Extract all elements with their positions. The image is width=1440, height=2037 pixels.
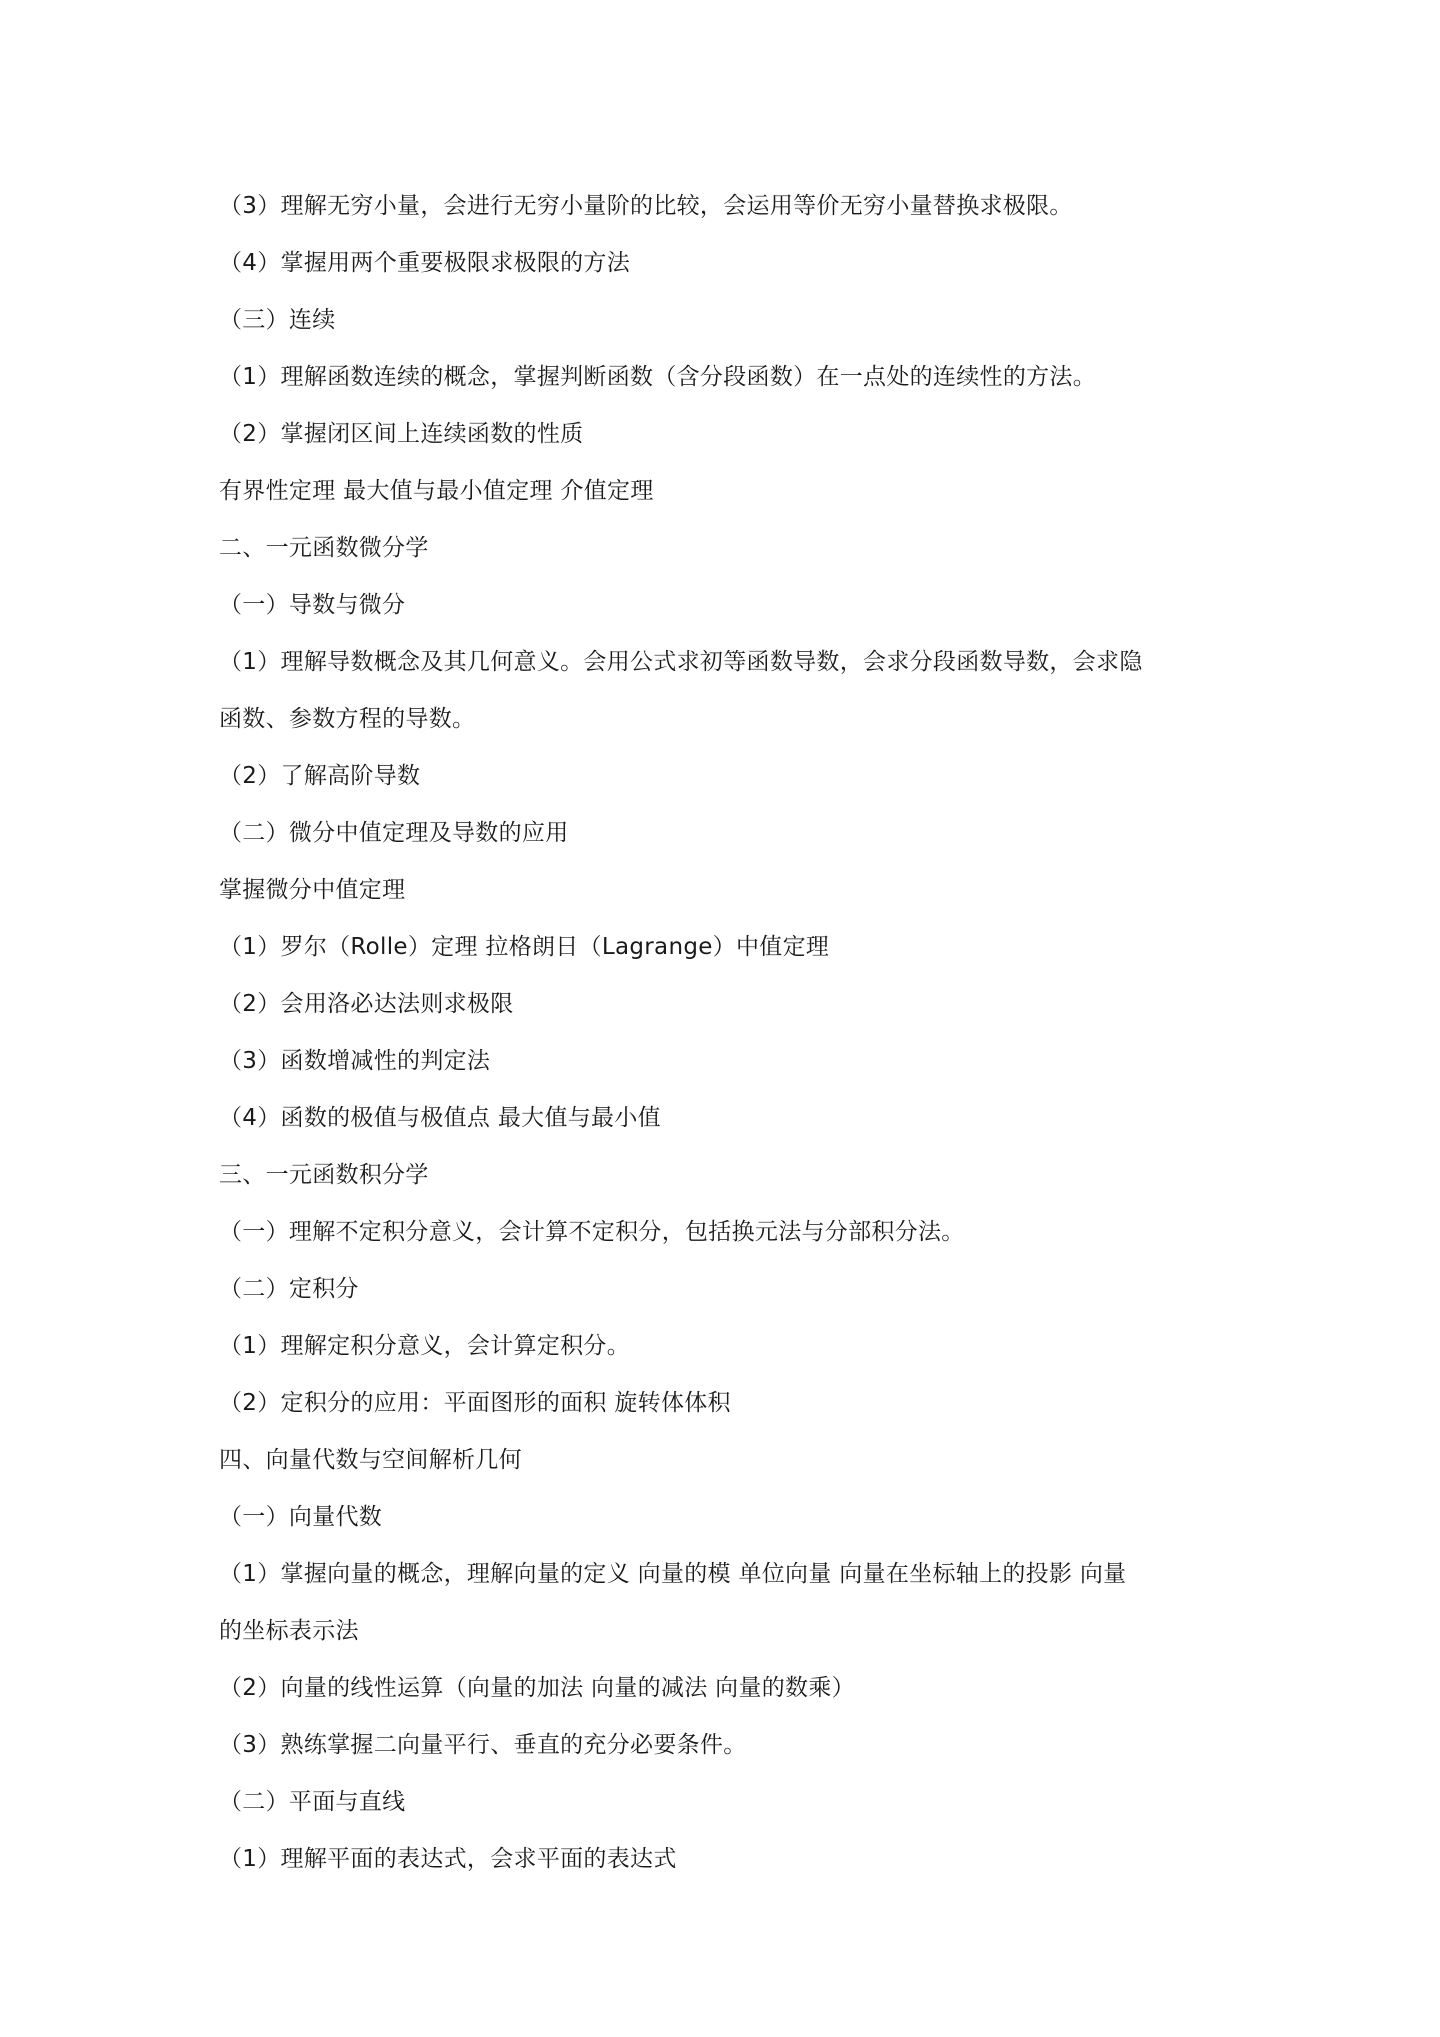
text-line: 函数、参数方程的导数。 bbox=[219, 706, 476, 732]
text-line: （1）掌握向量的概念，理解向量的定义 向量的模 单位向量 向量在坐标轴上的投影 向量 bbox=[219, 1561, 1127, 1587]
text-line: （2）定积分的应用：平面图形的面积 旋转体体积 bbox=[219, 1390, 731, 1416]
chapter-heading: 二、一元函数微分学 bbox=[219, 535, 429, 561]
section-heading: （二）定积分 bbox=[219, 1276, 359, 1302]
text-line: （1）理解平面的表达式，会求平面的表达式 bbox=[219, 1846, 677, 1872]
text-line: （1）理解定积分意义，会计算定积分。 bbox=[219, 1333, 631, 1359]
text-line: （2）了解高阶导数 bbox=[219, 763, 421, 789]
text-line: 有界性定理 最大值与最小值定理 介值定理 bbox=[219, 478, 654, 504]
section-heading: （一）理解不定积分意义，会计算不定积分，包括换元法与分部积分法。 bbox=[219, 1219, 965, 1245]
document-body bbox=[219, 178, 1229, 1888]
text-line: （2）掌握闭区间上连续函数的性质 bbox=[219, 421, 584, 447]
section-heading: （三）连续 bbox=[219, 307, 336, 333]
text-line: 的坐标表示法 bbox=[219, 1618, 359, 1644]
text-line: （4）掌握用两个重要极限求极限的方法 bbox=[219, 250, 631, 276]
section-heading: （二）微分中值定理及导数的应用 bbox=[219, 820, 569, 846]
text-line: （1）罗尔（Rolle）定理 拉格朗日（Lagrange）中值定理 bbox=[219, 934, 830, 960]
section-heading: （一）导数与微分 bbox=[219, 592, 406, 618]
text-line: （2）向量的线性运算（向量的加法 向量的减法 向量的数乘） bbox=[219, 1675, 855, 1701]
section-heading: （二）平面与直线 bbox=[219, 1789, 406, 1815]
section-heading: （一）向量代数 bbox=[219, 1504, 383, 1530]
text-line: （3）理解无穷小量，会进行无穷小量阶的比较，会运用等价无穷小量替换求极限。 bbox=[219, 193, 1073, 219]
text-line: （1）理解函数连续的概念，掌握判断函数（含分段函数）在一点处的连续性的方法。 bbox=[219, 364, 1097, 390]
text-line: 掌握微分中值定理 bbox=[219, 877, 406, 903]
text-line: （1）理解导数概念及其几何意义。会用公式求初等函数导数，会求分段函数导数，会求隐 bbox=[219, 649, 1143, 675]
text-line: （2）会用洛必达法则求极限 bbox=[219, 991, 514, 1017]
text-line: （4）函数的极值与极值点 最大值与最小值 bbox=[219, 1105, 661, 1131]
chapter-heading: 四、向量代数与空间解析几何 bbox=[219, 1447, 522, 1473]
text-line: （3）熟练掌握二向量平行、垂直的充分必要条件。 bbox=[219, 1732, 747, 1758]
text-line: （3）函数增减性的判定法 bbox=[219, 1048, 491, 1074]
chapter-heading: 三、一元函数积分学 bbox=[219, 1162, 429, 1188]
